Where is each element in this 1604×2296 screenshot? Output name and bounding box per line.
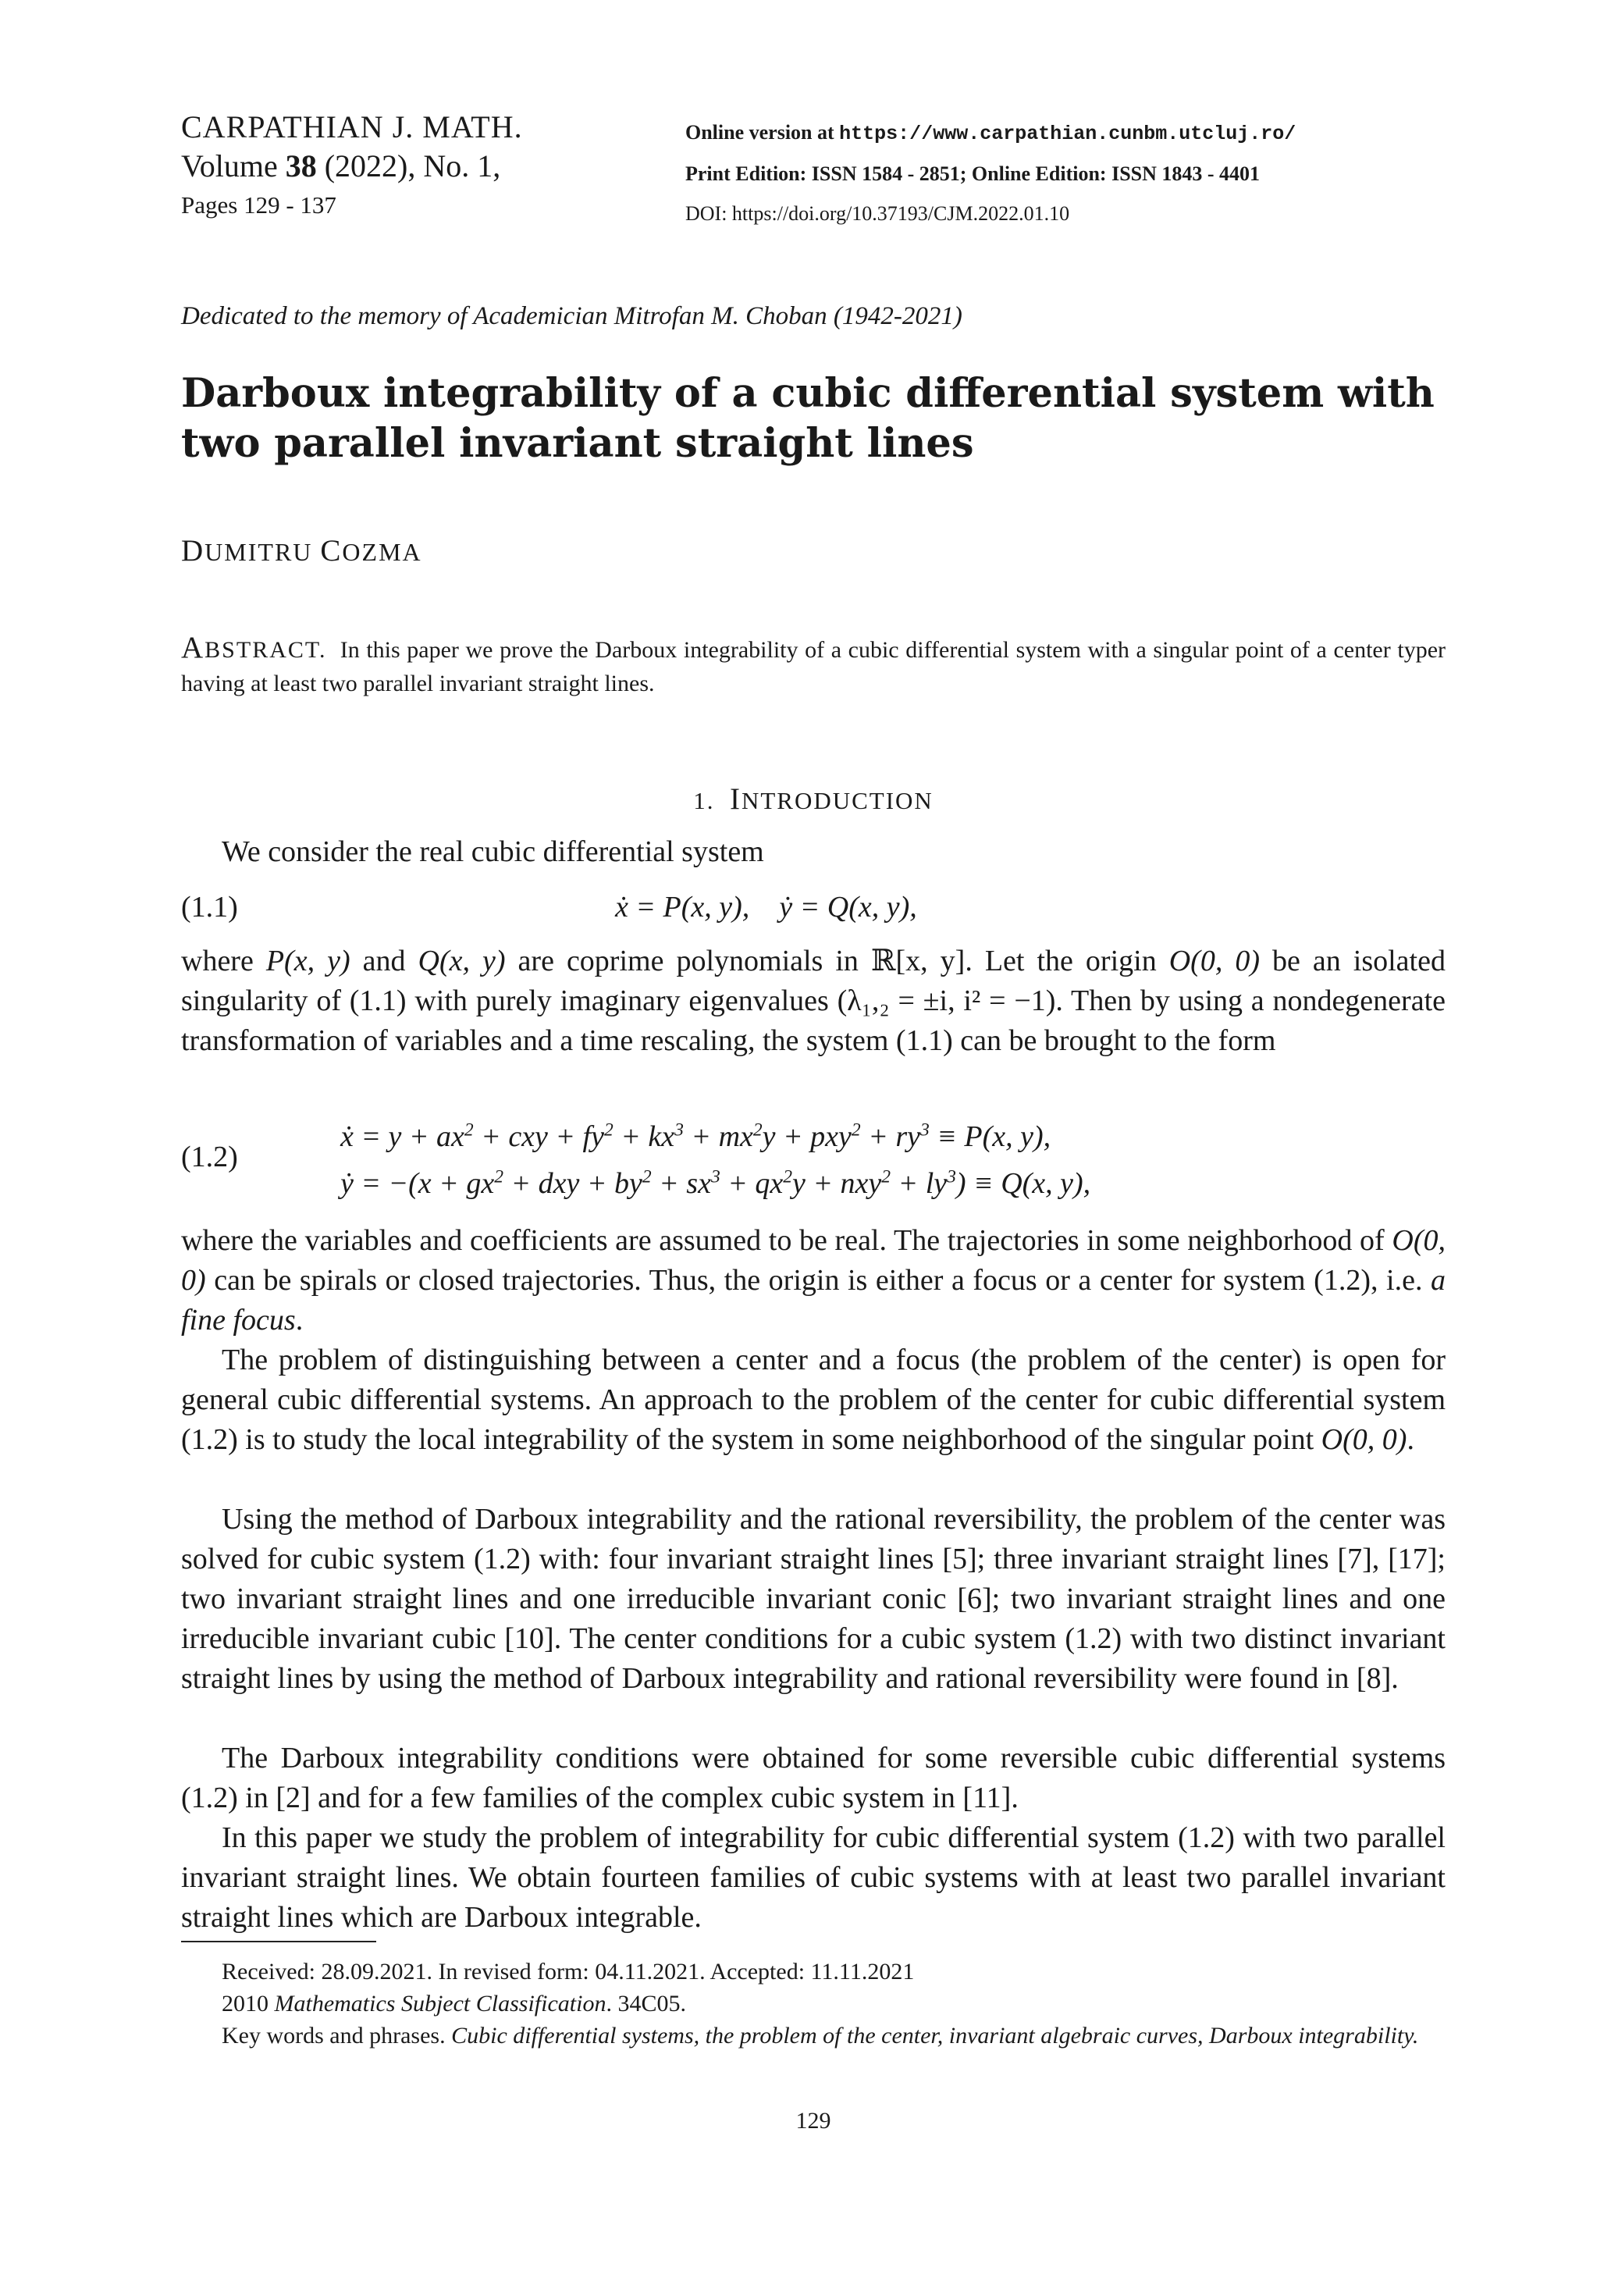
equation-1-2-line1: ẋ = $y + ax^2$ + cxy + $fy^2 + kx^3 + mx^2y + pxy^2 + ry^3 \equiv P(x$, y), [340,1120,1051,1153]
page-number: 129 [795,2108,831,2134]
online-version: Online version at https://www.carpathian.cunbm.utcluj.ro/ [685,121,1296,145]
publication-info [685,112,1296,233]
paragraph-6: In this paper we study the problem of integrability for cubic differential system (1.2) with two parallel invariant straight lines. We obtain fourteen families of cubic systems with at least two parallel invariant straight lines which are Darboux integrable. [181,1821,1446,1934]
abstract-label: ABSTRACT. [181,631,327,664]
journal-header [181,108,523,225]
footnote-msc: 2010 Mathematics Subject Classification. 34C05. [222,1991,686,2017]
equation-1-2-line2: ẏ = $-(x + gx^2$ + dxy + $by^2 + sx^3 + qx^2y + nxy^2 + ly^3) \equiv Q(x$, y), [340,1166,1091,1200]
dedication: Dedicated to the memory of Academician Mitrofan M. Choban (1942-2021) [181,302,962,330]
footnote-received: Received: 28.09.2021. In revised form: 04.11.2021. Accepted: 11.11.2021 [222,1959,915,1985]
doi-link[interactable]: DOI: https://doi.org/10.37193/CJM.2022.01.10 [685,202,1070,225]
equation-label-1-2: (1.2) [181,1141,238,1173]
section-heading-introduction: 1. INTRODUCTION [693,782,934,816]
author-name: DUMITRU COZMA [181,534,422,568]
paragraph-intro: We consider the real cubic differential system [222,835,764,868]
paragraph-2: where the variables and coefficients are assumed to be real. The trajectories in some neighborhood of O(0, 0) can be spirals or closed trajectories. Thus, the origin is either a focus or a center for system (1.2), i.e. a fine focus. [181,1224,1446,1337]
paragraph-3: The problem of distinguishing between a center and a focus (the problem of the center) is open for general cubic differential systems. An approach to the problem of the center for cubic differential system (1.2) is to study the local integrability of the system in some neighborhood of the singular point O(0, 0). [181,1344,1446,1456]
journal-url-link[interactable]: https://www.carpathian.cunbm.utcluj.ro/ [839,123,1296,145]
footnote-divider [181,1941,376,1942]
journal-name: CARPATHIAN J. MATH. [181,109,523,144]
abstract-text: In this paper we prove the Darboux integrability of a cubic differential system with a singular point of a center typer having at least two parallel invariant straight lines. [181,637,1446,696]
paper-title: Darboux integrability of a cubic differential system with two parallel invariant straight lines [181,370,1435,467]
page-range: Pages 129 - 137 [181,191,336,219]
paragraph-1: where P(x, y) and Q(x, y) are coprime polynomials in ℝ[x, y]. Let the origin O(0, 0) be an isolated singularity of (1.1) with purely imaginary eigenvalues (λ₁,₂ = ±i, i² = −1). Then by using a nondegenerate transformation of variables and a time rescaling, the system (1.1) can be brought to the form [181,945,1446,1057]
volume-number: 38 [285,148,317,183]
paragraph-4: Using the method of Darboux integrability and the rational reversibility, the problem of the center was solved for cubic system (1.2) with: four invariant straight lines [5]; three invariant straight lines [7], [17]; two invariant straight lines and one irreducible invariant conic [6]; two invariant straight lines and one irreducible invariant cubic [10]. The center conditions for a cubic system (1.2) with two distinct invariant straight lines by using the method of Darboux integrability and rational reversibility were found in [8]. [181,1503,1446,1695]
volume-info: Volume 38 (2022), No. 1, [181,148,501,183]
footnote-keywords: Key words and phrases. Cubic differential systems, the problem of the center, invariant algebraic curves, Darboux integrability. [222,2023,1419,2049]
paragraph-5: The Darboux integrability conditions were obtained for some reversible cubic differential systems (1.2) in [2] and for a few families of the complex cubic system in [11]. [181,1742,1446,1814]
equation-1-1: ẋ = P(x, y), ẏ = Q(x, y), [615,891,917,924]
equation-label-1-1: (1.1) [181,891,238,924]
abstract [181,631,1446,700]
issn-info: Print Edition: ISSN 1584 - 2851; Online Edition: ISSN 1843 - 4401 [685,162,1261,185]
